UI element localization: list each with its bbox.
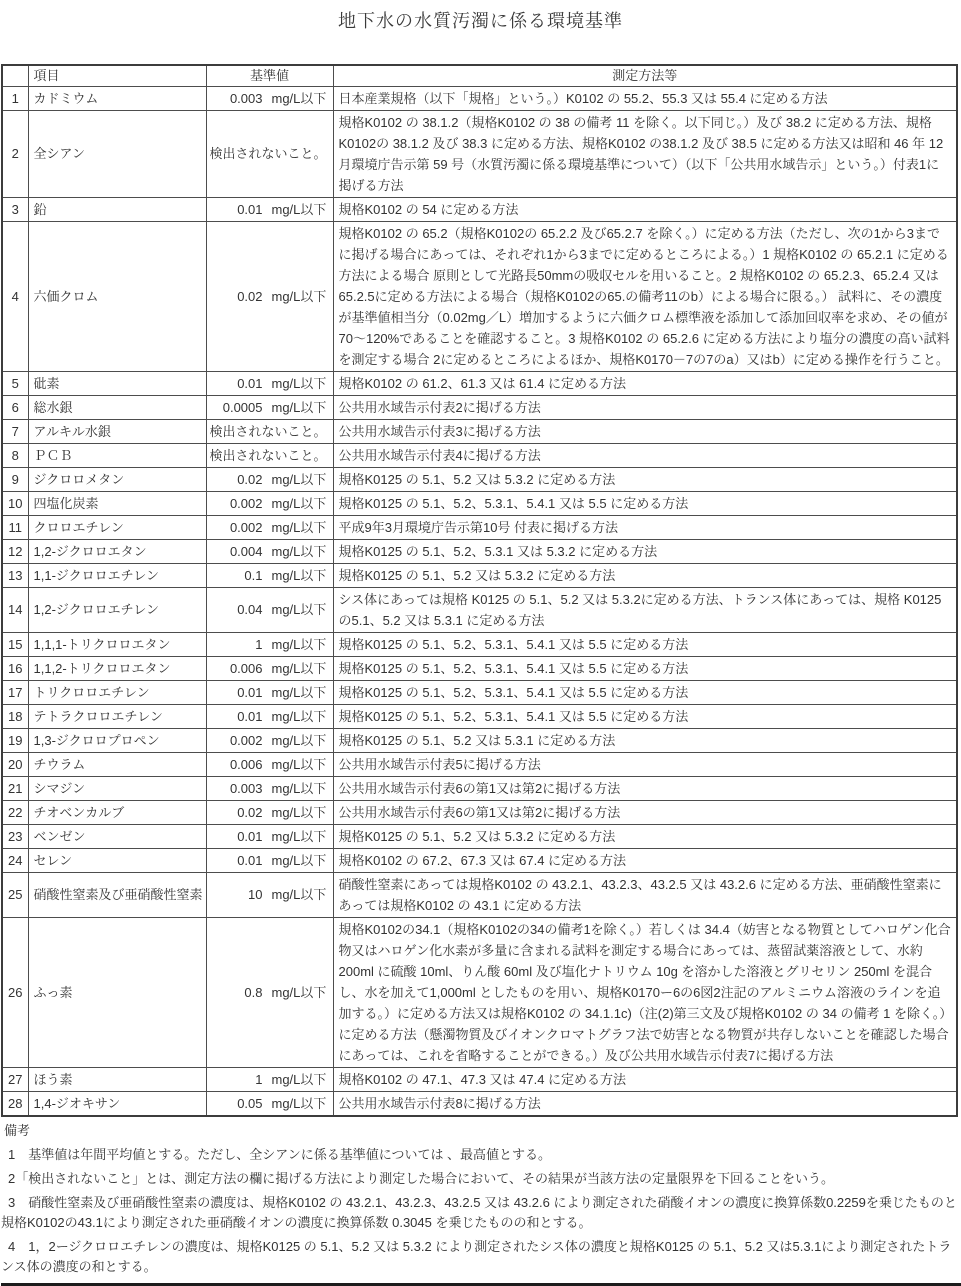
table-row [2, 776, 957, 800]
table-row [2, 371, 957, 395]
item-name-cell: 四塩化炭素 [28, 491, 206, 515]
standard-value-wrap [210, 803, 330, 822]
standard-unit: mg/L以下 [271, 708, 327, 724]
item-name-cell: ジクロロメタン [28, 467, 206, 491]
standard-value-cell [206, 656, 333, 680]
standard-value-wrap [210, 470, 330, 489]
row-number: 17 [2, 680, 28, 704]
document-page [0, 7, 961, 1286]
table-row [2, 800, 957, 824]
item-name-cell: テトラクロロエチレン [28, 704, 206, 728]
table-row [2, 563, 957, 587]
standard-value: 0.01 [237, 708, 263, 724]
method-cell: 規格K0102 の 47.1、47.3 又は 47.4 に定める方法 [333, 1067, 957, 1091]
row-number: 13 [2, 563, 28, 587]
standard-value: 検出されないこと。 [209, 146, 327, 161]
item-name-cell: チオベンカルブ [28, 800, 206, 824]
table-row [2, 419, 957, 443]
item-name-cell: ベンゼン [28, 824, 206, 848]
standard-value-wrap [210, 542, 330, 561]
method-cell: 規格K0125 の 5.1、5.2 又は 5.3.2 に定める方法 [333, 467, 957, 491]
standard-value-wrap [210, 731, 330, 750]
header-cell-item: 項目 [28, 65, 206, 86]
header-cell-method: 測定方法等 [333, 65, 957, 86]
table-row [2, 872, 957, 917]
standard-value-cell [206, 776, 333, 800]
item-name-cell: 1,1,1-トリクロロエタン [28, 632, 206, 656]
table-row [2, 632, 957, 656]
standard-unit: mg/L以下 [271, 90, 327, 106]
standard-unit: mg/L以下 [271, 495, 327, 511]
row-number: 4 [2, 221, 28, 371]
standard-value-cell [206, 680, 333, 704]
standard-value: 0.8 [244, 984, 263, 1000]
standard-value: 0.05 [237, 1095, 263, 1111]
standard-unit: mg/L以下 [271, 636, 327, 652]
method-cell: 硝酸性窒素にあっては規格K0102 の 43.2.1、43.2.3、43.2.5 又は 43.2.6 に定める方法、亜硝酸性窒素にあっては規格K0102 の 43.1 に定める方法 [333, 872, 957, 917]
standard-value: 0.1 [244, 567, 263, 583]
standard-unit: mg/L以下 [271, 852, 327, 868]
table-row [2, 110, 957, 197]
standard-value-cell [206, 824, 333, 848]
standard-value-wrap [210, 755, 330, 774]
standard-value: 検出されないこと。 [209, 447, 327, 463]
standard-value-cell [206, 587, 333, 632]
standard-value-wrap [210, 683, 330, 702]
item-name-cell: 1,1-ジクロロエチレン [28, 563, 206, 587]
item-name-cell: ほう素 [28, 1067, 206, 1091]
standard-value-wrap [210, 635, 330, 654]
standard-value: 0.02 [237, 471, 263, 487]
item-name-cell: クロロエチレン [28, 515, 206, 539]
standard-value: 0.01 [237, 375, 263, 391]
row-number: 25 [2, 872, 28, 917]
standard-value-cell [206, 752, 333, 776]
item-name-cell: 六価クロム [28, 221, 206, 371]
standard-value-cell [206, 632, 333, 656]
standard-value-wrap [210, 398, 330, 417]
bottom-rule [1, 1283, 961, 1286]
method-cell: シス体にあっては規格 K0125 の 5.1、5.2 又は 5.3.2に定める方法、トランス体にあっては、規格 K0125 の5.1、5.2 又は 5.3.1 に定める方法 [333, 587, 957, 632]
row-number: 10 [2, 491, 28, 515]
remark-item: 3 硝酸性窒素及び亜硝酸性窒素の濃度は、規格K0102 の 43.2.1、43.2.3、43.2.5 又は 43.2.6 により測定された硝酸イオンの濃度に換算係数0.2259を乗じたものと規格K0102の43.1により測定された亜硝酸イオンの濃度に換算係数 0.3045 を乗じたものの和とする。 [1, 1194, 957, 1230]
standard-value: 0.002 [229, 495, 263, 511]
row-number: 1 [2, 86, 28, 110]
standard-value: 0.006 [229, 756, 263, 772]
row-number: 11 [2, 515, 28, 539]
row-number: 26 [2, 917, 28, 1067]
standard-unit: mg/L以下 [271, 887, 327, 902]
standard-unit: mg/L以下 [271, 201, 327, 217]
standard-value-wrap [210, 659, 330, 678]
method-cell: 規格K0102 の 65.2（規格K0102の 65.2.2 及び65.2.7 を除く。）に定める方法（ただし、次の1から3までに掲げる場合にあっては、それぞれ1から3までに定めるところによる。）1 規格K0102 の 65.2.1 に定める方法による場合 原則として光路長50mmの吸収セルを用いること。2 規格K0102 の 65.2.3、65.2.4 又は65.2.5に定める方法による場合（規格K0102の65.の備考11のb）による場合に限る。） 試料に、その濃度が基準値相当分（0.02mg／L）増加するように六価クロム標準液を添加して添加回収率を求め、その値が70～120%であることを確認すること。3 規格K0102 の 65.2.6 に定める方法により塩分の濃度の高い試料を測定する場合 2に定めるところによるほか、規格K0170－7の7のa）又はb）に定める操作を行うこと。 [333, 221, 957, 371]
table-row [2, 443, 957, 467]
standard-value-cell [206, 86, 333, 110]
method-cell: 規格K0125 の 5.1、5.2 又は 5.3.2 に定める方法 [333, 824, 957, 848]
item-name-cell: カドミウム [28, 86, 206, 110]
standard-value-cell [206, 917, 333, 1067]
standard-value-cell [206, 515, 333, 539]
row-number: 23 [2, 824, 28, 848]
method-cell: 規格K0125 の 5.1、5.2、5.3.1、5.4.1 又は 5.5 に定める方法 [333, 632, 957, 656]
item-name-cell: チウラム [28, 752, 206, 776]
standard-value-wrap [210, 885, 330, 904]
standard-value-cell [206, 728, 333, 752]
standard-unit: mg/L以下 [271, 288, 327, 304]
method-cell: 日本産業規格（以下「規格」という。）K0102 の 55.2、55.3 又は 55.4 に定める方法 [333, 86, 957, 110]
row-number: 2 [2, 110, 28, 197]
header-row [2, 65, 957, 86]
standard-unit: mg/L以下 [271, 660, 327, 676]
standard-value-cell [206, 110, 333, 197]
row-number: 27 [2, 1067, 28, 1091]
standard-value: 0.0005 [222, 399, 263, 415]
standard-value-wrap [210, 707, 330, 726]
table-row [2, 824, 957, 848]
standard-value: 0.002 [229, 732, 263, 748]
row-number: 5 [2, 371, 28, 395]
standard-value: 10 [248, 887, 263, 902]
row-number: 21 [2, 776, 28, 800]
method-cell: 規格K0102 の 38.1.2（規格K0102 の 38 の備考 11 を除く。以下同じ。）及び 38.2 に定める方法、規格K0102の 38.1.2 及び 38.3 に定める方法、規格K0102 の38.1.2 及び 38.5 に定める方法又は昭和 46 年 12 月環境庁告示第 59 号（水質汚濁に係る環境基準について）（以下「公共用水域告示」という。）付表1に掲げる方法 [333, 110, 957, 197]
method-cell: 規格K0125 の 5.1、5.2、5.3.1、5.4.1 又は 5.5 に定める方法 [333, 491, 957, 515]
table-row [2, 680, 957, 704]
standard-value-wrap [210, 89, 330, 108]
row-number: 14 [2, 587, 28, 632]
standards-table [1, 64, 958, 1117]
item-name-cell: 1,4-ジオキサン [28, 1091, 206, 1116]
standard-value-wrap [210, 1094, 330, 1113]
item-name-cell: 1,3-ジクロロプロペン [28, 728, 206, 752]
table-row [2, 395, 957, 419]
standard-unit: mg/L以下 [271, 804, 327, 820]
item-name-cell: ふっ素 [28, 917, 206, 1067]
standard-value-wrap [210, 827, 330, 846]
remarks-label: 備考 [4, 1122, 31, 1138]
item-name-cell: 全シアン [28, 110, 206, 197]
method-cell: 規格K0102 の 67.2、67.3 又は 67.4 に定める方法 [333, 848, 957, 872]
standard-value-cell [206, 467, 333, 491]
standard-value-cell [206, 491, 333, 515]
method-cell: 規格K0102の34.1（規格K0102の34の備考1を除く。）若しくは 34.4（妨害となる物質としてハロゲン化合物又はハロゲン化水素が多量に含まれる試料を測定する場合にあっては、蒸留試薬溶液として、水約200ml に硫酸 10ml、りん酸 60ml 及び塩化ナトリウム 10g を溶かした溶液とグリセリン 250ml を混合し、水を加えて1,000ml としたものを用い、規格K0170ー6の6図2注記のアルミニウム溶液のラインを追加する。）に定める方法又は規格K0102 の 34.1.1c)（注(2)第三文及び規格K0102 の 34 の備考 1 を除く。）に定める方法（懸濁物質及びイオンクロマトグラフ法で妨害となる物質が共存しないことを確認した場合にあっては、これを省略することができる。）及び公共用水域告示付表7に掲げる方法 [333, 917, 957, 1067]
remark-item: 4 1，2ージクロロエチレンの濃度は、規格K0125 の 5.1、5.2 又は 5.3.2 により測定されたシス体の濃度と規格K0125 の 5.1、5.2 又は5.3.1により測定されたトランス体の濃度の和とする。 [1, 1238, 952, 1274]
row-number: 6 [2, 395, 28, 419]
row-number: 9 [2, 467, 28, 491]
standard-value: 0.02 [237, 288, 263, 304]
table-row [2, 491, 957, 515]
row-number: 15 [2, 632, 28, 656]
method-cell: 規格K0125 の 5.1、5.2 又は 5.3.2 に定める方法 [333, 563, 957, 587]
standard-value: 0.006 [229, 660, 263, 676]
standard-value: 0.02 [237, 804, 263, 820]
standards-table-body [2, 86, 957, 1116]
method-cell: 規格K0102 の 61.2、61.3 又は 61.4 に定める方法 [333, 371, 957, 395]
standard-value-wrap [210, 374, 330, 393]
row-number: 19 [2, 728, 28, 752]
item-name-cell: 1,1,2-トリクロロエタン [28, 656, 206, 680]
remark-item: 1 基準値は年間平均値とする。ただし、全シアンに係る基準値については 、最高値とする。 [8, 1146, 552, 1162]
method-cell: 規格K0125 の 5.1、5.2、5.3.1、5.4.1 又は 5.5 に定める方法 [333, 680, 957, 704]
header-cell-standard: 基準値 [206, 65, 333, 86]
standard-value: 0.003 [229, 780, 263, 796]
row-number: 20 [2, 752, 28, 776]
standard-unit: mg/L以下 [271, 543, 327, 559]
remarks-section [1, 1121, 960, 1277]
row-number: 8 [2, 443, 28, 467]
standard-value-cell [206, 1067, 333, 1091]
standard-value: 1 [255, 636, 263, 652]
table-row [2, 221, 957, 371]
standard-value-wrap [210, 566, 330, 585]
method-cell: 平成9年3月環境庁告示第10号 付表に掲げる方法 [333, 515, 957, 539]
standard-value: 0.01 [237, 828, 263, 844]
standard-unit: mg/L以下 [271, 602, 327, 617]
method-cell: 公共用水域告示付表3に掲げる方法 [333, 419, 957, 443]
standard-unit: mg/L以下 [271, 1095, 327, 1111]
item-name-cell: セレン [28, 848, 206, 872]
table-row [2, 539, 957, 563]
item-name-cell: 硝酸性窒素及び亜硝酸性窒素 [28, 872, 206, 917]
standard-value: 0.003 [229, 90, 263, 106]
standard-value-cell [206, 704, 333, 728]
standard-value-wrap [210, 1070, 330, 1089]
standard-value-cell [206, 1091, 333, 1116]
standard-value: 0.002 [229, 519, 263, 535]
standard-value-cell [206, 443, 333, 467]
table-row [2, 752, 957, 776]
standard-unit: mg/L以下 [271, 375, 327, 391]
table-header [2, 65, 957, 86]
method-cell: 公共用水域告示付表5に掲げる方法 [333, 752, 957, 776]
standard-value-wrap [210, 983, 330, 1002]
item-name-cell: シマジン [28, 776, 206, 800]
item-name-cell: 1,2-ジクロロエタン [28, 539, 206, 563]
standard-unit: mg/L以下 [271, 471, 327, 487]
item-name-cell: 鉛 [28, 197, 206, 221]
standard-value-wrap [210, 287, 330, 306]
standard-unit: mg/L以下 [271, 732, 327, 748]
item-name-cell: トリクロロエチレン [28, 680, 206, 704]
method-cell: 規格K0102 の 54 に定める方法 [333, 197, 957, 221]
standard-value: 0.04 [237, 602, 263, 617]
standard-value-cell [206, 419, 333, 443]
standard-value: 0.01 [237, 852, 263, 868]
method-cell: 公共用水域告示付表6の第1又は第2に掲げる方法 [333, 776, 957, 800]
table-row [2, 587, 957, 632]
method-cell: 規格K0125 の 5.1、5.2、5.3.1、5.4.1 又は 5.5 に定める方法 [333, 656, 957, 680]
item-name-cell: ＰＣＢ [28, 443, 206, 467]
row-number: 24 [2, 848, 28, 872]
standard-value: 0.01 [237, 684, 263, 700]
standard-value-wrap [210, 851, 330, 870]
standard-value-cell [206, 371, 333, 395]
standard-unit: mg/L以下 [271, 828, 327, 844]
standard-unit: mg/L以下 [271, 1071, 327, 1087]
item-name-cell: アルキル水銀 [28, 419, 206, 443]
row-number: 18 [2, 704, 28, 728]
standard-unit: mg/L以下 [271, 567, 327, 583]
table-row [2, 467, 957, 491]
standard-value-cell [206, 221, 333, 371]
standard-value-wrap [210, 600, 330, 619]
row-number: 12 [2, 539, 28, 563]
row-number: 28 [2, 1091, 28, 1116]
header-cell-number [2, 65, 28, 86]
method-cell: 規格K0125 の 5.1、5.2、5.3.1 又は 5.3.2 に定める方法 [333, 539, 957, 563]
method-cell: 公共用水域告示付表8に掲げる方法 [333, 1091, 957, 1116]
standard-unit: mg/L以下 [271, 519, 327, 535]
standard-value-cell [206, 563, 333, 587]
method-cell: 規格K0125 の 5.1、5.2 又は 5.3.1 に定める方法 [333, 728, 957, 752]
table-row [2, 704, 957, 728]
standard-unit: mg/L以下 [271, 399, 327, 415]
row-number: 22 [2, 800, 28, 824]
standard-value: 検出されないこと。 [209, 423, 327, 439]
table-row [2, 1091, 957, 1116]
method-cell: 規格K0125 の 5.1、5.2、5.3.1、5.4.1 又は 5.5 に定める方法 [333, 704, 957, 728]
standard-unit: mg/L以下 [271, 780, 327, 796]
method-cell: 公共用水域告示付表2に掲げる方法 [333, 395, 957, 419]
item-name-cell: 総水銀 [28, 395, 206, 419]
table-row [2, 728, 957, 752]
standard-value-cell [206, 848, 333, 872]
method-cell: 公共用水域告示付表6の第1又は第2に掲げる方法 [333, 800, 957, 824]
remark-item: 2「検出されないこと」とは、測定方法の欄に掲げる方法により測定した場合において、その結果が当該方法の定量限界を下回ることをいう。 [8, 1170, 834, 1186]
standard-value-cell [206, 872, 333, 917]
item-name-cell: 1,2-ジクロロエチレン [28, 587, 206, 632]
standard-value: 0.01 [237, 201, 263, 217]
row-number: 16 [2, 656, 28, 680]
table-row [2, 848, 957, 872]
standard-value: 0.004 [229, 543, 263, 559]
standard-value-cell [206, 539, 333, 563]
standard-unit: mg/L以下 [271, 984, 327, 1000]
table-row [2, 1067, 957, 1091]
table-row [2, 197, 957, 221]
standard-unit: mg/L以下 [271, 684, 327, 700]
standard-value-wrap [210, 494, 330, 513]
standard-value-cell [206, 197, 333, 221]
method-cell: 公共用水域告示付表4に掲げる方法 [333, 443, 957, 467]
standard-unit: mg/L以下 [271, 756, 327, 772]
standard-value-cell [206, 800, 333, 824]
standard-value: 1 [255, 1071, 263, 1087]
item-name-cell: 砒素 [28, 371, 206, 395]
table-row [2, 515, 957, 539]
table-row [2, 86, 957, 110]
row-number: 3 [2, 197, 28, 221]
remarks-list [1, 1145, 960, 1277]
standard-value-wrap [210, 200, 330, 219]
standard-value-wrap [210, 518, 330, 537]
standard-value-cell [206, 395, 333, 419]
table-row [2, 656, 957, 680]
row-number: 7 [2, 419, 28, 443]
page-title: 地下水の水質汚濁に係る環境基準 [338, 11, 623, 31]
table-row [2, 917, 957, 1067]
standard-value-wrap [210, 779, 330, 798]
